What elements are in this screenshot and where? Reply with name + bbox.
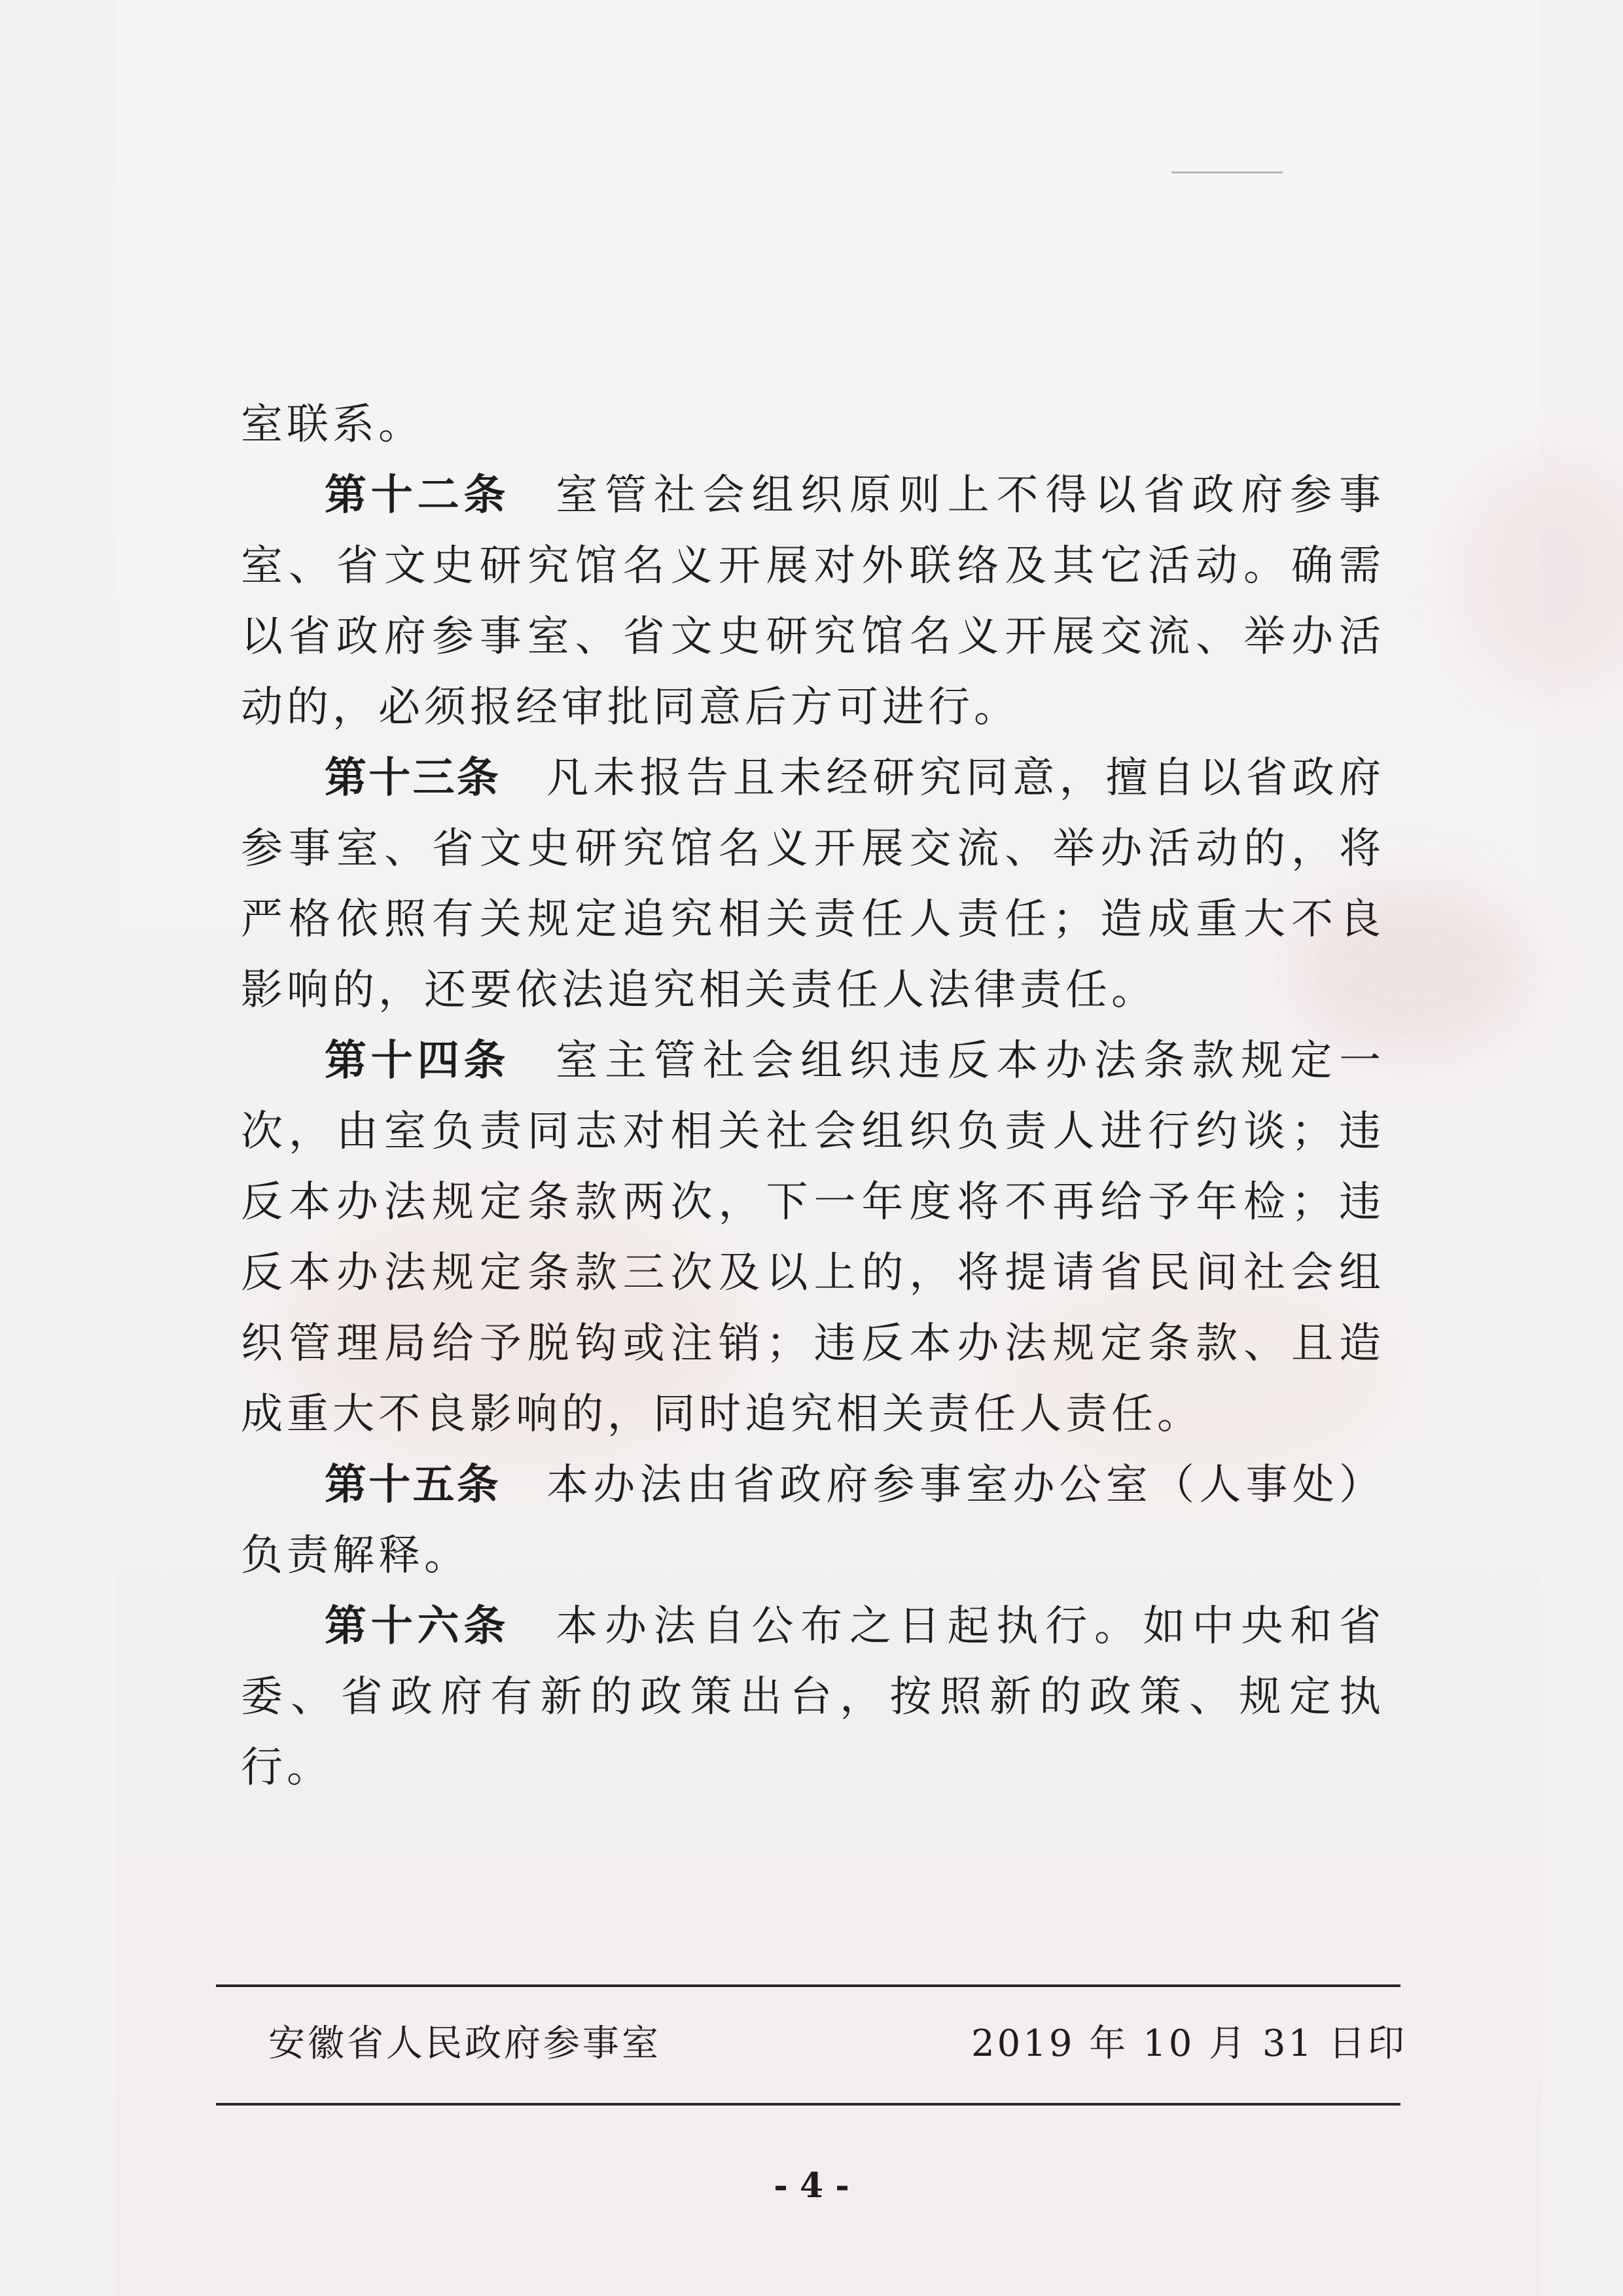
paragraph-text: 室联系。: [241, 401, 424, 449]
footer-top-rule: [216, 1984, 1400, 1987]
article-number: 第十二条: [325, 471, 510, 520]
article-text: 室管社会组织原则上不得以省政府参事室、省文史研究馆名义开展对外联络及其它活动。确需以省政府参事室、省文史研究馆名义开展交流、举办活动的，必须报经审批同意后方可进行。: [241, 471, 1385, 732]
header-mark: [1171, 171, 1283, 173]
article-number: 第十三条: [325, 754, 501, 802]
article-text: 本办法自公布之日起执行。如中央和省委、省政府有新的政策出台，按照新的政策、规定执行。: [241, 1602, 1385, 1792]
footer-bottom-rule: [216, 2103, 1400, 2106]
article-12: [241, 460, 1385, 743]
article-text: 凡未报告且未经研究同意，擅自以省政府参事室、省文史研究馆名义开展交流、举办活动的，将严格依照有关规定追究相关责任人责任；造成重大不良影响的，还要依法追究相关责任人法律责任。: [241, 754, 1385, 1014]
paper-stain: [1456, 458, 1623, 694]
page-number: - 4 -: [774, 2166, 849, 2206]
article-15: [241, 1450, 1385, 1591]
article-number: 第十四条: [325, 1037, 510, 1085]
document-body: [241, 389, 1385, 1803]
article-13: [241, 743, 1385, 1026]
print-date: 2019 年 10 月 31 日印: [971, 2022, 1407, 2065]
paragraph-continuation: [241, 389, 1385, 460]
article-16: [241, 1591, 1385, 1803]
article-14: [241, 1026, 1385, 1450]
article-text: 本办法由省政府参事室办公室（人事处）负责解释。: [241, 1461, 1385, 1580]
article-text: 室主管社会组织违反本办法条款规定一次，由室负责同志对相关社会组织负责人进行约谈；违反本办法规定条款两次，下一年度将不再给予年检；违反本办法规定条款三次及以上的，将提请省民间社会组织管理局给予脱钩或注销；违反本办法规定条款、且造成重大不良影响的，同时追究相关责任人责任。: [241, 1037, 1385, 1439]
article-number: 第十五条: [325, 1461, 501, 1509]
issuing-organization: 安徽省人民政府参事室: [268, 2022, 661, 2065]
article-number: 第十六条: [325, 1602, 510, 1651]
